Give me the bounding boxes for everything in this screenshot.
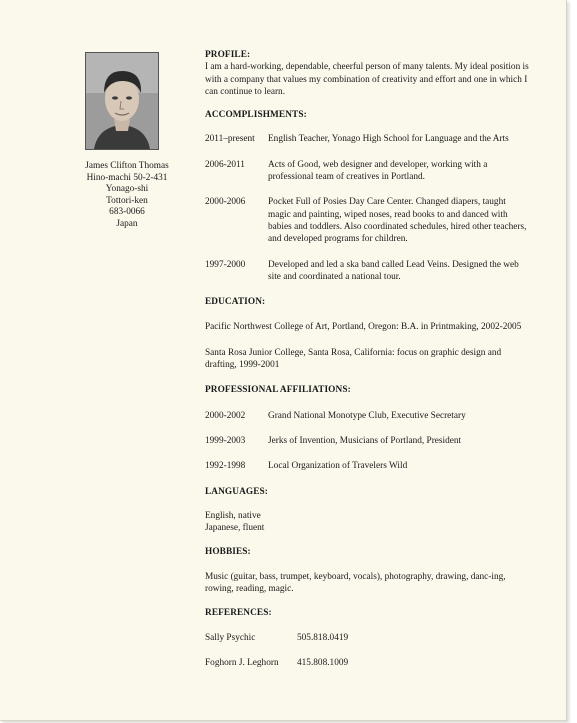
- accomplishment-text: Acts of Good, web designer and developer, working with a professional team of creatives in Portland.: [268, 159, 488, 183]
- accomplishments-heading: ACCOMPLISHMENTS:: [205, 110, 307, 121]
- language-item: Japanese, fluent: [205, 523, 265, 534]
- education-heading: EDUCATION:: [205, 297, 266, 308]
- contact-country: Japan: [116, 218, 138, 229]
- language-item: English, native: [205, 510, 261, 521]
- resume-main: [205, 49, 530, 669]
- affiliation-text: Local Organization of Travelers Wild: [268, 461, 408, 472]
- accomplishment-item: [205, 133, 530, 145]
- affiliation-text: Grand National Monotype Club, Executive Secretary: [268, 410, 466, 421]
- contact-block: [70, 161, 184, 231]
- profile-heading: PROFILE:: [205, 50, 251, 60]
- reference-item: [205, 632, 530, 644]
- accomplishment-years: 2011–present: [205, 134, 255, 145]
- affiliation-years: 1999-2003: [205, 435, 246, 446]
- profile-text: I am a hard-working, dependable, cheerful person of many talents. My ideal position is with a company that values my combination of creativity and effort and one in which I can continue to learn.: [205, 62, 529, 97]
- affiliation-text: Jerks of Invention, Musicians of Portland, President: [268, 435, 462, 446]
- contact-postal-code: 683-0066: [109, 207, 145, 218]
- affiliations-heading: PROFESSIONAL AFFILIATIONS:: [205, 385, 351, 396]
- affiliation-item: [205, 410, 530, 422]
- accomplishment-years: 2006-2011: [205, 159, 245, 170]
- accomplishment-text: Pocket Full of Posies Day Care Center. Changed diapers, taught magic and painting, wiped noses, read books to and danced with babies and toddlers. Also coordinated schedules, hired other teachers, and developed programs for children.: [268, 197, 527, 245]
- reference-phone: 505.818.0419: [297, 632, 349, 643]
- affiliation-item: [205, 435, 530, 447]
- education-item: Santa Rosa Junior College, Santa Rosa, California: focus on graphic design and drafting, 1999-2001: [205, 347, 502, 371]
- references-heading: REFERENCES:: [205, 608, 272, 619]
- contact-prefecture: Tottori-ken: [106, 195, 148, 206]
- accomplishment-item: [205, 259, 530, 284]
- languages-heading: LANGUAGES:: [205, 486, 268, 497]
- profile-photo: [85, 52, 159, 150]
- accomplishment-years: 2000-2006: [205, 197, 246, 208]
- portrait-image: [86, 53, 158, 149]
- contact-address: Hino-machi 50-2-431: [86, 172, 168, 183]
- accomplishment-text: Developed and led a ska band called Lead Veins. Designed the web site and coordinated a national tour.: [268, 259, 519, 282]
- accomplishment-item: [205, 196, 530, 245]
- hobbies-heading: HOBBIES:: [205, 547, 251, 558]
- contact-name: James Clifton Thomas: [85, 161, 169, 171]
- hobbies-text: Music (guitar, bass, trumpet, keyboard, vocals), photography, drawing, danc-ing, rowing, reading, magic.: [205, 571, 506, 595]
- accomplishment-text: English Teacher, Yonago High School for Language and the Arts: [268, 134, 509, 145]
- reference-name: Foghorn J. Leghorn: [205, 657, 279, 668]
- affiliation-item: [205, 460, 530, 472]
- accomplishment-years: 1997-2000: [205, 259, 246, 270]
- reference-name: Sally Psychic: [205, 632, 256, 643]
- affiliation-years: 1992-1998: [205, 461, 246, 472]
- accomplishment-item: [205, 159, 530, 184]
- affiliation-years: 2000-2002: [205, 410, 246, 421]
- education-item: Pacific Northwest College of Art, Portland, Oregon: B.A. in Printmaking, 2002-2005: [205, 322, 522, 333]
- reference-phone: 415.808.1009: [297, 657, 349, 668]
- contact-city: Yonago-shi: [105, 184, 149, 195]
- reference-item: [205, 657, 530, 669]
